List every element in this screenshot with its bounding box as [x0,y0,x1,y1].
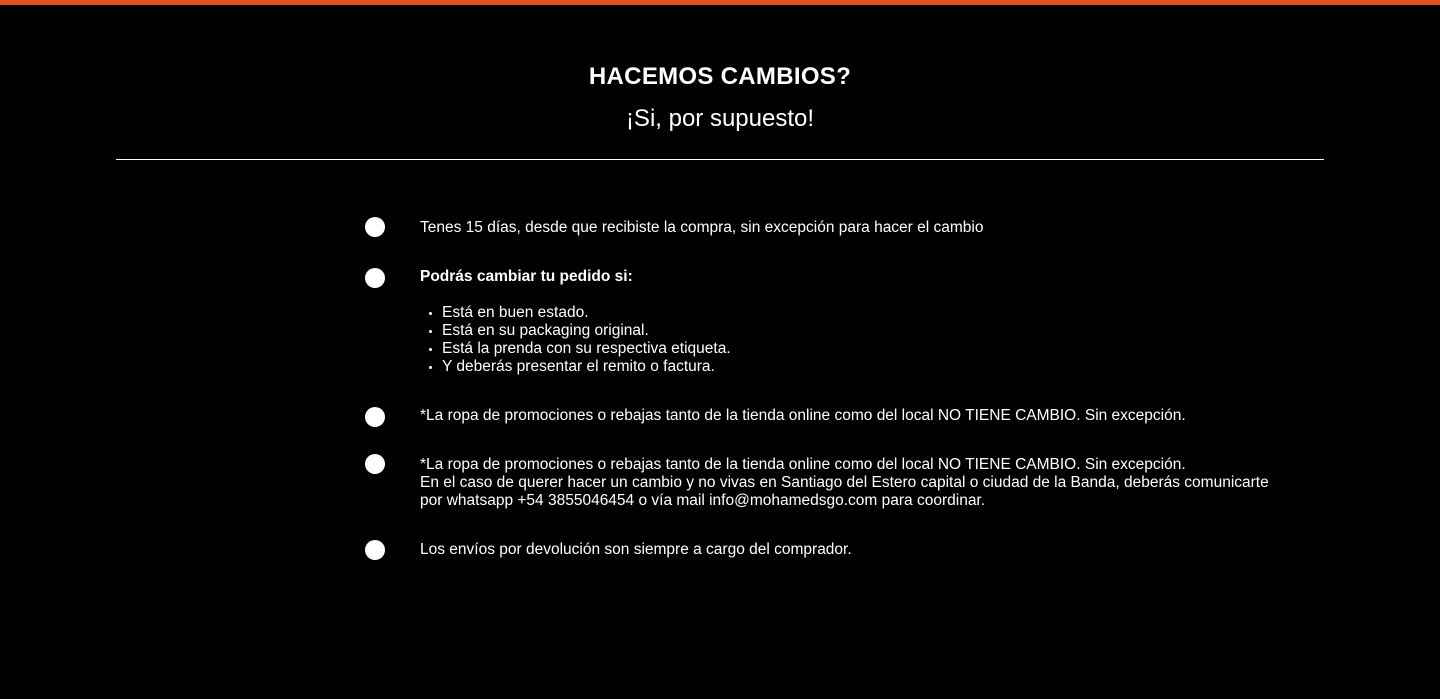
bullet-circle-icon [365,268,385,288]
conditions-list [428,304,731,376]
list-item: Está en buen estado. [428,304,731,322]
top-accent-bar [0,0,1440,5]
policy-item-line: por whatsapp +54 3855046454 o vía mail info@mohamedsgo.com para coordinar. [420,492,986,509]
policy-item-line: *La ropa de promociones o rebajas tanto de la tienda online como del local NO TIENE CAMBIO. Sin excepción. [420,456,1186,473]
list-item: Está en su packaging original. [428,322,731,340]
policy-item-text: *La ropa de promociones o rebajas tanto de la tienda online como del local NO TIENE CAMBIO. Sin excepción. [420,407,1186,424]
list-item: Está la prenda con su respectiva etiqueta. [428,340,731,358]
list-item: Y deberás presentar el remito o factura. [428,358,731,376]
policy-item-line: En el caso de querer hacer un cambio y no vivas en Santiago del Estero capital o ciudad de la Banda, deberás comunicarte [420,474,1269,491]
policy-item-text: Tenes 15 días, desde que recibiste la compra, sin excepción para hacer el cambio [420,219,984,236]
bullet-circle-icon [365,454,385,474]
header-divider [116,159,1324,160]
page-title: HACEMOS CAMBIOS? [588,63,852,90]
bullet-circle-icon [365,217,385,237]
policy-item-heading: Podrás cambiar tu pedido si: [420,268,633,285]
bullet-circle-icon [365,407,385,427]
policy-item-text: Los envíos por devolución son siempre a cargo del comprador. [420,541,852,558]
bullet-circle-icon [365,540,385,560]
page-subtitle: ¡Si, por supuesto! [625,105,815,132]
